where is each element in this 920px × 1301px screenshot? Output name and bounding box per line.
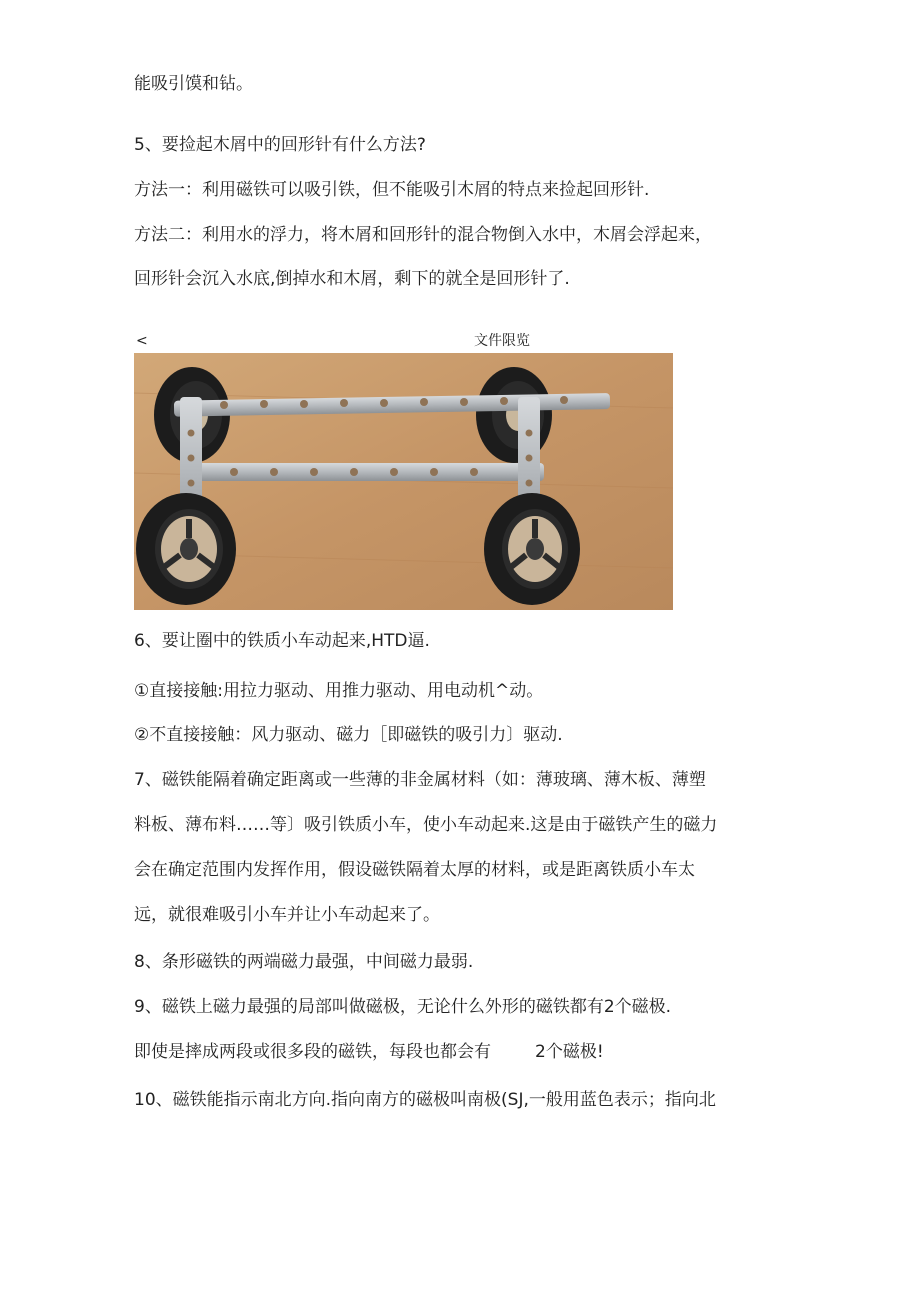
paragraph-9-continued-part-1: 即使是摔成两段或很多段的磁铁，每段也都会有: [134, 1042, 491, 1062]
paragraph-9-continued: [134, 1040, 604, 1064]
back-right-wheel: [476, 367, 552, 463]
paragraph-9: 9、磁铁上磁力最强的局部叫做磁极，无论什么外形的磁铁都有2个磁极.: [134, 997, 672, 1017]
front-right-wheel: [484, 493, 580, 605]
paragraph-9-continued-part-2: 2个磁极!: [535, 1042, 604, 1062]
front-left-wheel: [136, 493, 236, 605]
paragraph-7-line-2: 料板、薄布料……等〕吸引铁质小车，使小车动起来.这是由于磁铁产生的磁力: [134, 815, 718, 835]
paragraph-7-line-4: 远，就很难吸引小车并让小车动起来了。: [134, 905, 440, 925]
paragraph-7-line-3: 会在确定范围内发挥作用，假设磁铁隔着太厚的材料，或是距离铁质小车太: [134, 860, 695, 880]
contact-indirect: ②不直接接触：风力驱动、磁力［即磁铁的吸引力〕驱动.: [134, 725, 563, 745]
paragraph-8: 8、条形磁铁的两端磁力最强，中间磁力最弱.: [134, 952, 474, 972]
question-6: 6、要让圈中的铁质小车动起来,HTD逼.: [134, 631, 430, 651]
contact-direct: ①直接接触:用拉力驱动、用推力驱动、用电动机^动。: [134, 681, 544, 701]
method-2-line-2: 回形针会沉入水底,倒掉水和木屑，剩下的就全是回形针了.: [134, 269, 570, 289]
paragraph-7-line-1: 7、磁铁能隔着确定距离或一些薄的非金属材料（如：薄玻璃、薄木板、薄塑: [134, 770, 706, 790]
toy-car-image: [134, 353, 673, 610]
method-1: 方法一：利用磁铁可以吸引铁，但不能吸引木屑的特点来捡起回形针.: [134, 180, 650, 200]
text-line: 能吸引馍和钻。: [134, 74, 253, 94]
paragraph-10: 10、磁铁能指示南北方向.指向南方的磁极叫南极(SJ,一般用蓝色表示；指向北: [134, 1090, 716, 1110]
question-5: 5、要捡起木屑中的回形针有什么方法?: [134, 135, 426, 155]
file-preview-bar: [134, 330, 674, 352]
back-button[interactable]: <: [136, 333, 148, 349]
method-2-line-1: 方法二：利用水的浮力，将木屑和回形针的混合物倒入水中，木屑会浮起来，: [134, 225, 712, 245]
preview-title: 文件限览: [474, 333, 530, 349]
